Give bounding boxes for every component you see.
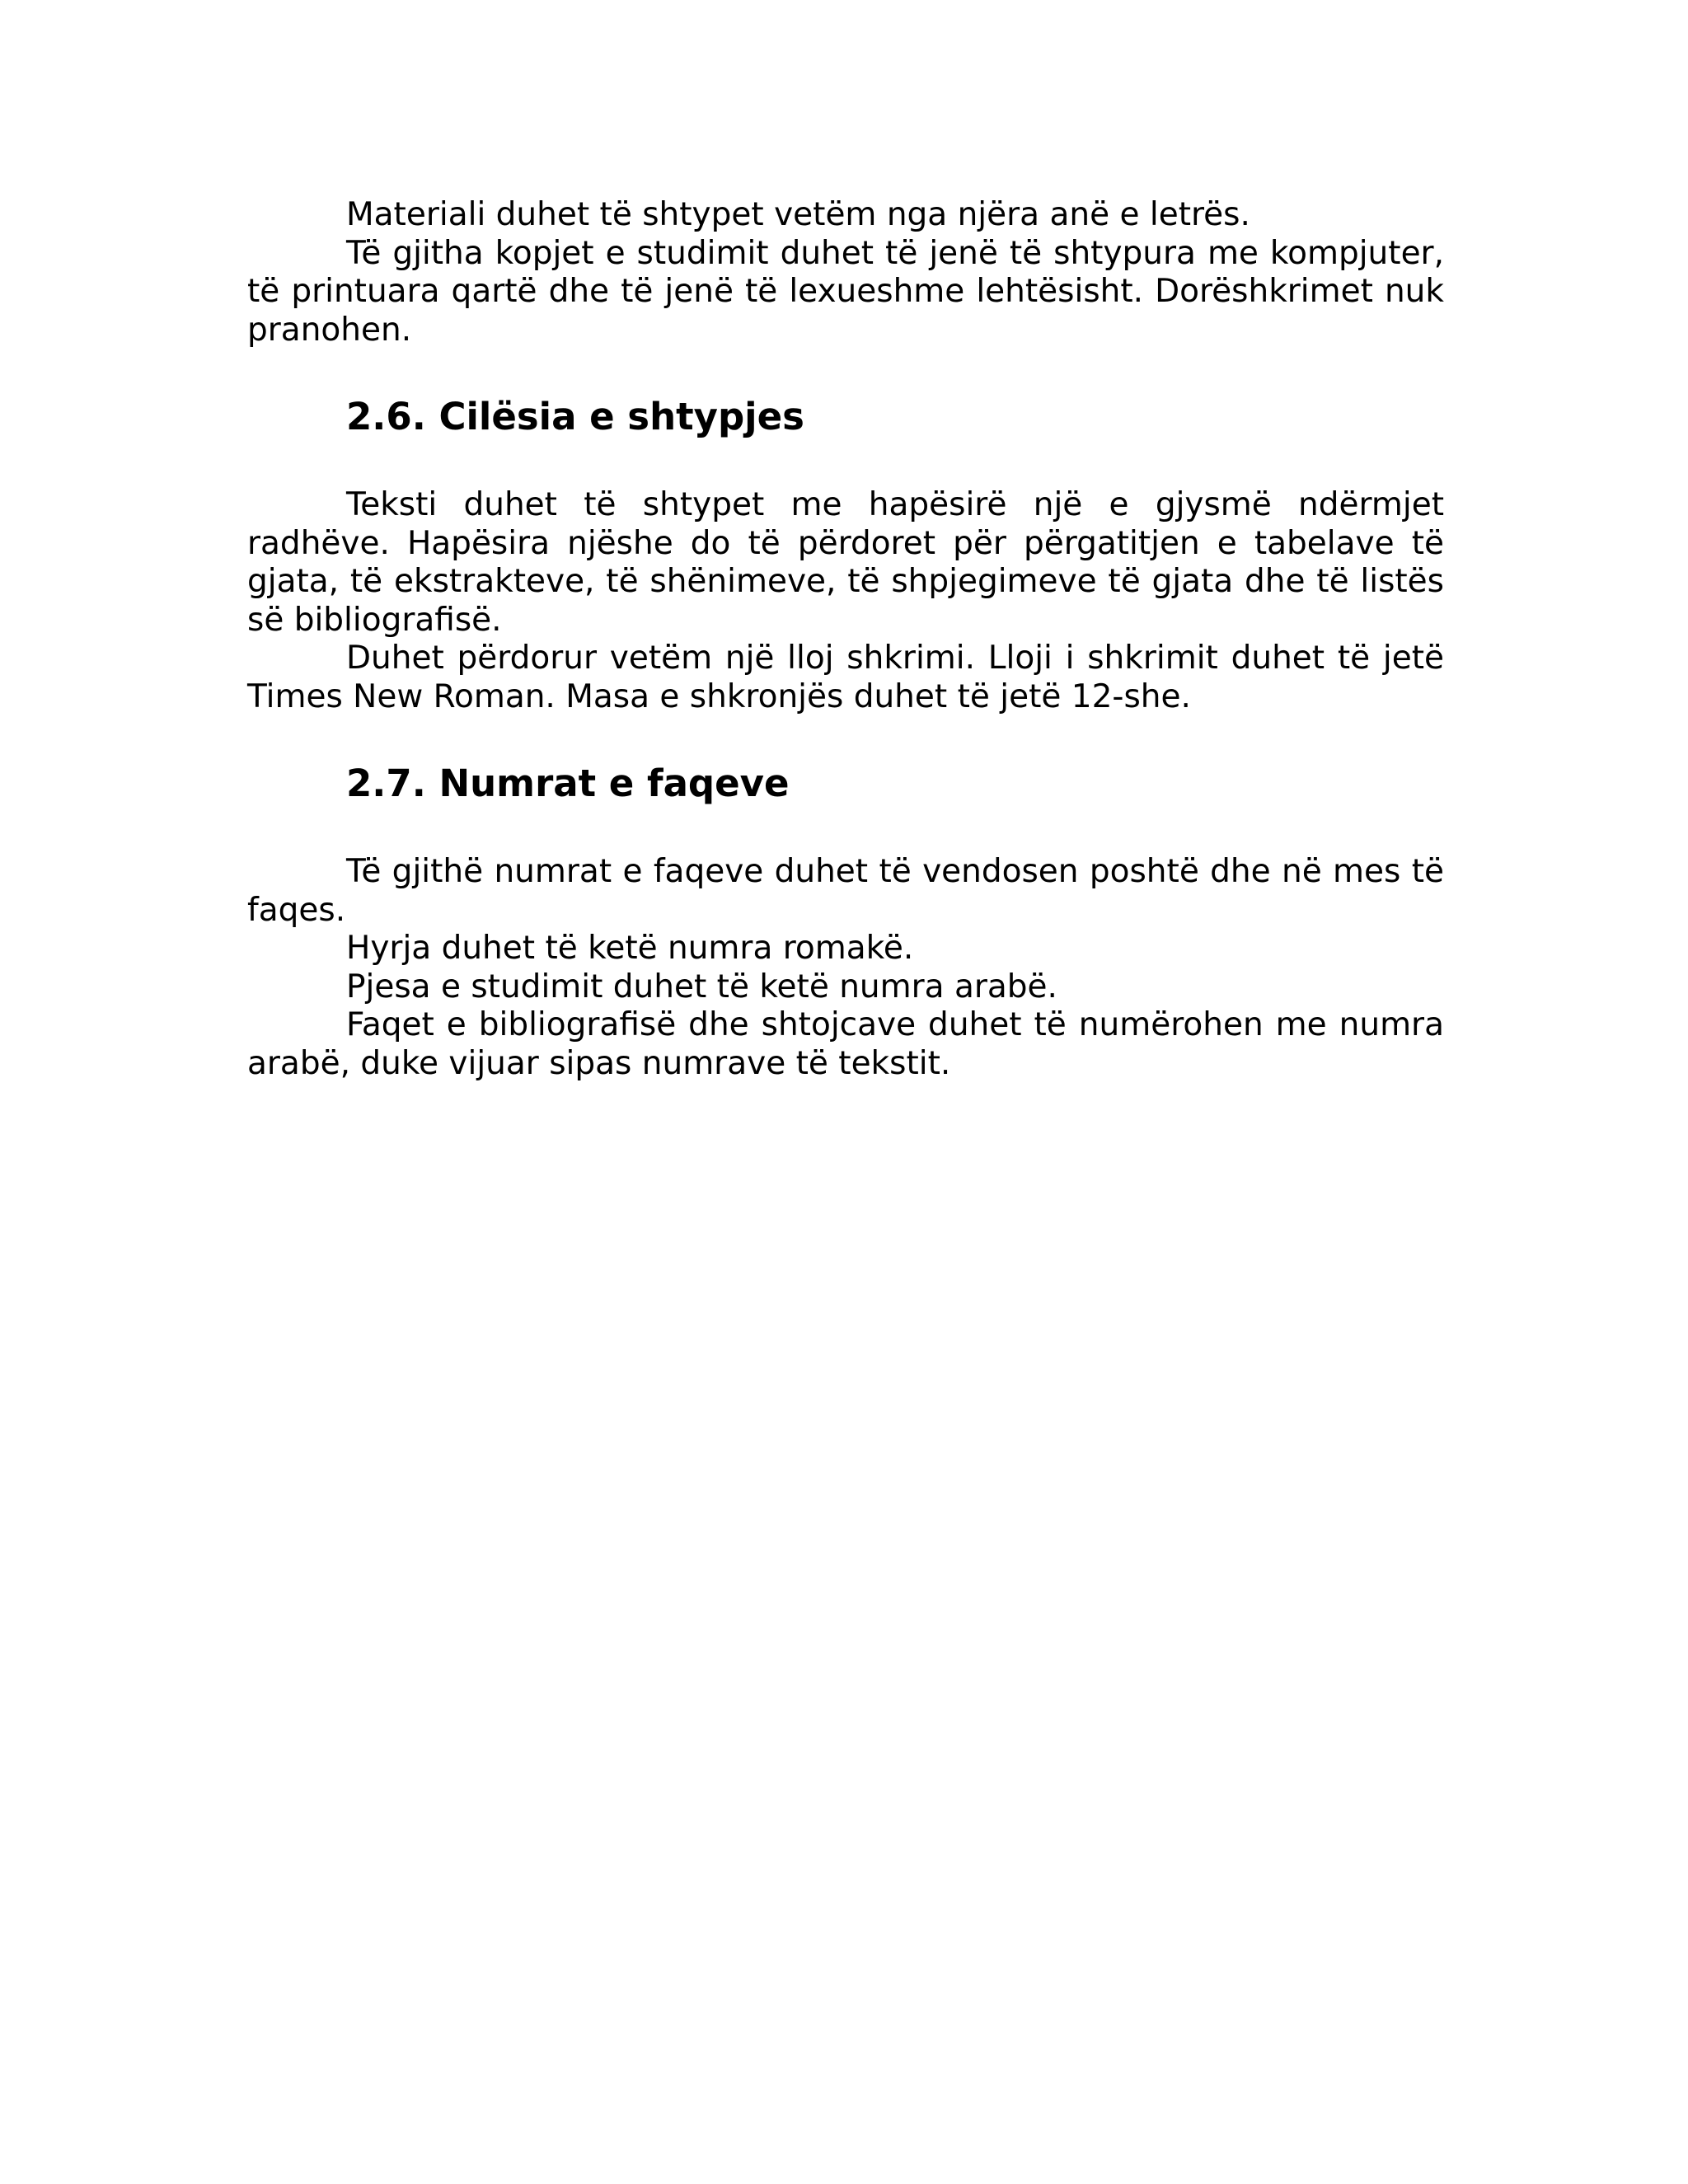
- paragraph-page-number-position: Të gjithë numrat e faqeve duhet të vendosen poshtë dhe në mes të faqes.: [247, 853, 1444, 929]
- paragraph-line-spacing: Teksti duhet të shtypet me hapësirë një e gjysmë ndërmjet radhëve. Hapësira njëshe do të përdoret për përgatitjen e tabelave të gjata, të ekstrakteve, të shënimeve, të shpjegimeve të gjata dhe të listës së bibliografisë.: [247, 486, 1444, 639]
- document-page: [247, 196, 1444, 1083]
- heading-page-numbers: 2.7. Numrat e faqeve: [346, 762, 790, 805]
- paragraph-font-type: Duhet përdorur vetëm një lloj shkrimi. Lloji i shkrimit duhet të jetë Times New Roman. Masa e shkronjës duhet të jetë 12-she.: [247, 640, 1444, 715]
- paragraph-bibliography-numbering: Faqet e bibliografisë dhe shtojcave duhet të numërohen me numra arabë, duke vijuar sipas numrave të tekstit.: [247, 1006, 1444, 1082]
- heading-print-quality: 2.6. Cilësia e shtypjes: [346, 395, 804, 438]
- paragraph-study-arabic-numerals: Pjesa e studimit duhet të ketë numra arabë.: [346, 968, 1057, 1005]
- paragraph-print-one-side: Materiali duhet të shtypet vetëm nga njëra anë e letrës.: [346, 196, 1250, 233]
- paragraph-intro-roman-numerals: Hyrja duhet të ketë numra romakë.: [346, 930, 914, 967]
- paragraph-computer-printed: Të gjitha kopjet e studimit duhet të jenë të shtypura me kompjuter, të printuara qartë dhe të jenë të lexueshme lehtësisht. Dorëshkrimet nuk pranohen.: [247, 234, 1444, 349]
